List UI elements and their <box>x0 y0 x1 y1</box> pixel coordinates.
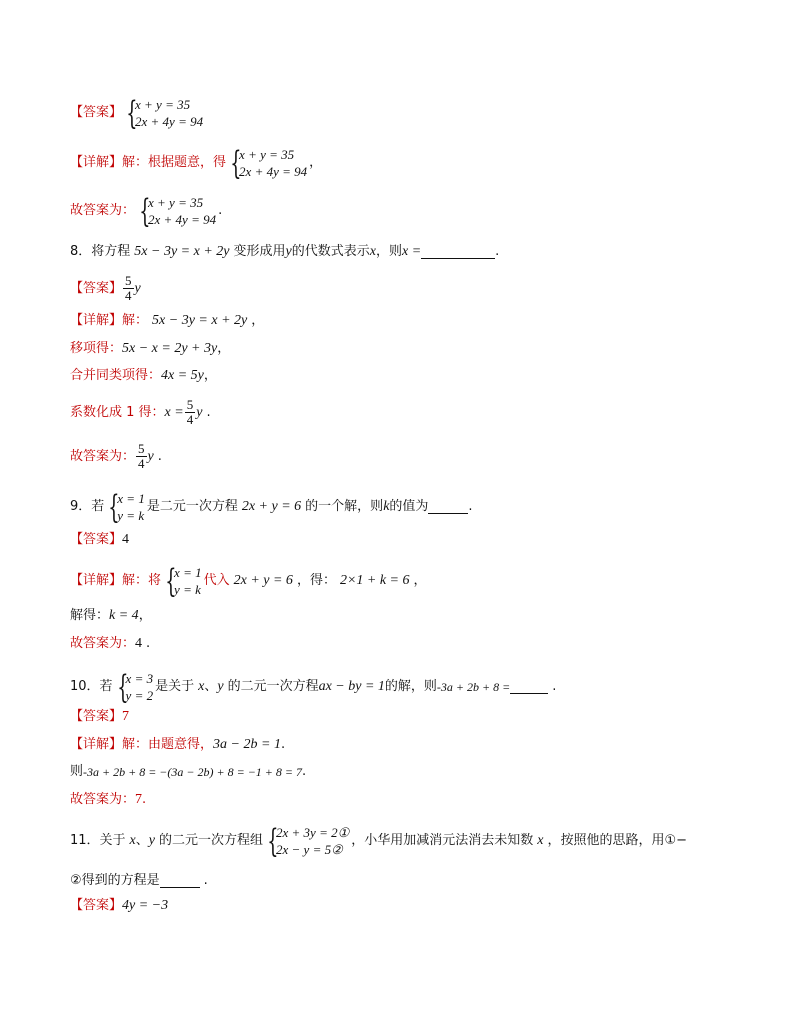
question-text: 、 <box>135 833 149 848</box>
brace: { <box>126 94 138 132</box>
step-label: 合并同类项得： <box>70 368 162 383</box>
equation: 5x − x = 2y + 3y <box>122 341 218 356</box>
denominator: 4 <box>186 412 194 427</box>
system-equation: x + y = 35 <box>148 195 204 210</box>
punctuation: . <box>206 404 211 420</box>
question-text: 是关于 <box>155 679 195 694</box>
equation-system: { x + y = 35 2x + 4y = 94 <box>139 192 217 230</box>
q11-answer-line <box>70 898 168 914</box>
denominator: 4 <box>138 456 145 471</box>
q10-then-line <box>70 764 306 780</box>
variable: x <box>129 833 136 848</box>
answer-label: 【答案】 <box>70 280 123 296</box>
question-text: 的解，则 <box>384 679 437 694</box>
fraction <box>185 398 196 427</box>
punctuation: ， <box>138 608 152 623</box>
step-label: 移项得： <box>70 341 123 356</box>
detail-label: 【详解】 <box>70 737 123 752</box>
answer-blank <box>421 246 495 259</box>
system-equation: 2x + 4y = 94 <box>148 212 217 227</box>
therefore-label: 故答案为： <box>70 636 136 651</box>
punctuation: . <box>552 679 557 694</box>
answer-value: 7 <box>135 792 143 807</box>
question-text: 的一个解，则 <box>305 499 384 514</box>
punctuation: ， <box>309 155 323 170</box>
q8-step-line <box>70 398 211 427</box>
variable: y <box>134 280 141 296</box>
system-equation: x = 1 <box>117 491 145 506</box>
detail-text: ，得： <box>296 573 336 588</box>
equation: 5x − 3y = x + 2y <box>134 244 230 259</box>
detail-text: 根据题意，得 <box>148 155 227 170</box>
answer-label: 【答案】 <box>70 898 123 913</box>
therefore-label: 故答案为： <box>70 792 136 807</box>
variable: y <box>147 448 154 464</box>
answer-value: 7 <box>122 709 130 724</box>
question-text: 是二元一次方程 <box>146 499 238 514</box>
q10-question <box>70 670 556 704</box>
q9-answer-line <box>70 532 129 548</box>
q8-detail-line <box>70 313 264 329</box>
answer-blank <box>510 681 548 694</box>
fraction <box>123 274 134 303</box>
answer-label: 【答案】 <box>70 709 123 724</box>
system-equation: y = k <box>174 582 201 597</box>
q7-answer-line <box>70 96 205 130</box>
equation-system: { x = 1 y = k <box>108 488 145 526</box>
therefore-label: 故答案为： <box>70 448 136 464</box>
question-number: 9．若 <box>70 499 105 514</box>
detail-label: 【详解】 <box>70 155 123 170</box>
detail-text: 由题意得， <box>148 737 214 752</box>
question-text: 、 <box>204 679 218 694</box>
punctuation: . <box>203 873 208 888</box>
punctuation: ， <box>203 368 217 383</box>
variable: x <box>198 679 205 694</box>
punctuation: . <box>280 737 286 752</box>
equation: 2x + y = 6 <box>233 573 293 588</box>
q11-question <box>70 824 687 858</box>
then-label: 则 <box>70 764 84 779</box>
answer-label: 【答案】 <box>70 532 123 547</box>
q10-detail-line <box>70 737 285 753</box>
system-equation: 2x + 3y = 2① <box>276 825 350 840</box>
question-text: ，按照他的思路，用①− <box>547 833 688 848</box>
question-text: ②得到的方程是 <box>70 873 160 888</box>
q9-final-line <box>70 636 150 652</box>
system-equation: 2x + 4y = 94 <box>239 164 308 179</box>
system-equation: x = 1 <box>174 565 202 580</box>
punctuation: . <box>157 448 162 464</box>
question-text: ，小华用加减消元法消去未知数 <box>351 833 534 848</box>
equation: 4x = 5y <box>161 368 204 383</box>
numerator: 5 <box>186 397 194 412</box>
variable: y <box>285 244 292 259</box>
system-equation: y = k <box>117 508 145 523</box>
fraction <box>136 442 147 471</box>
q8-step-line <box>70 341 230 357</box>
system-equation: x + y = 35 <box>135 97 191 112</box>
q7-detail-line <box>70 146 322 180</box>
question-text: 的二元一次方程 <box>227 679 319 694</box>
question-text: 的代数式表示 <box>291 244 370 259</box>
q10-answer-line <box>70 709 129 725</box>
variable: y <box>148 833 155 848</box>
question-text: 变形成用 <box>233 244 286 259</box>
punctuation: . <box>142 792 147 807</box>
equation: ax − by = 1 <box>318 679 385 694</box>
question-number: 8． <box>70 244 92 259</box>
equation: 2x + y = 6 <box>241 499 302 514</box>
punctuation: . <box>468 499 473 514</box>
variable: y <box>196 404 203 420</box>
numerator: 5 <box>138 441 145 456</box>
question-text: ，则 <box>375 244 402 259</box>
equation: 2×1 + k = 6 <box>339 573 410 588</box>
q9-solved-line <box>70 608 152 624</box>
equation-system: { 2x + 3y = 2① 2x − y = 5② <box>267 822 350 860</box>
question-number: 11．关于 <box>70 833 126 848</box>
system-equation: 2x − y = 5② <box>276 842 343 857</box>
solve-label: 解： <box>122 313 149 328</box>
q8-question <box>70 244 499 260</box>
q11-question-continued <box>70 873 208 889</box>
answer-label: 【答案】 <box>70 105 123 120</box>
q8-answer-line <box>70 274 141 303</box>
variable: k <box>383 499 390 514</box>
q8-final-line <box>70 442 162 471</box>
variable: x <box>369 244 376 259</box>
punctuation: ， <box>251 313 265 328</box>
variable: y <box>217 679 224 694</box>
answer-value: 4 <box>135 636 143 651</box>
system-equation: x = 3 <box>125 671 154 686</box>
equation: 5x − 3y = x + 2y <box>152 313 248 328</box>
system-equation: y = 2 <box>125 688 154 703</box>
q8-step-line <box>70 368 217 384</box>
equation-system: { x = 1 y = k <box>165 562 202 600</box>
punctuation: ， <box>413 573 427 588</box>
answer-blank <box>428 501 468 514</box>
punctuation: . <box>218 203 223 218</box>
step-label: 系数化成 1 得： <box>70 404 165 420</box>
answer-value: 4 <box>122 532 130 547</box>
detail-text: 将 <box>148 573 162 588</box>
detail-label: 【详解】 <box>70 573 123 588</box>
solve-label: 解： <box>122 573 149 588</box>
denominator: 4 <box>125 288 132 303</box>
answer-blank <box>160 875 200 888</box>
solved-label: 解得： <box>70 608 110 623</box>
equation-system <box>124 96 203 130</box>
question-text: 的二元一次方程组 <box>159 833 264 848</box>
equation-system: { x = 3 y = 2 <box>116 668 154 706</box>
therefore-label: 故答案为： <box>70 203 136 218</box>
q7-final-line <box>70 194 222 228</box>
q9-detail-line <box>70 564 427 598</box>
question-number: 10．若 <box>70 679 113 694</box>
equation: x = <box>401 244 422 259</box>
question-text: 的值为 <box>389 499 429 514</box>
question-text: 将方程 <box>91 244 131 259</box>
variable: x <box>537 833 544 848</box>
q10-final-line <box>70 792 146 808</box>
detail-text: 代入 <box>203 573 230 588</box>
equation: x = <box>164 404 184 420</box>
punctuation: . <box>146 636 151 651</box>
equation-system: { x + y = 35 2x + 4y = 94 <box>230 144 308 182</box>
expression: -3a + 2b + 8 = <box>436 680 511 694</box>
punctuation: ， <box>217 341 231 356</box>
solve-label: 解： <box>122 737 149 752</box>
equation: 3a − 2b = 1 <box>213 737 281 752</box>
punctuation: . <box>301 764 307 779</box>
solve-label: 解： <box>122 155 149 170</box>
q9-question <box>70 490 473 524</box>
answer-value: 4y = −3 <box>122 898 169 913</box>
system-equation: x + y = 35 <box>239 147 295 162</box>
numerator: 5 <box>125 273 132 288</box>
equation: k = 4 <box>109 608 139 623</box>
equation: -3a + 2b + 8 = −(3a − 2b) + 8 = −1 + 8 = 7 <box>83 765 302 779</box>
punctuation: . <box>495 244 500 259</box>
system-equation: 2x + 4y = 94 <box>135 114 204 129</box>
detail-label: 【详解】 <box>70 313 123 328</box>
